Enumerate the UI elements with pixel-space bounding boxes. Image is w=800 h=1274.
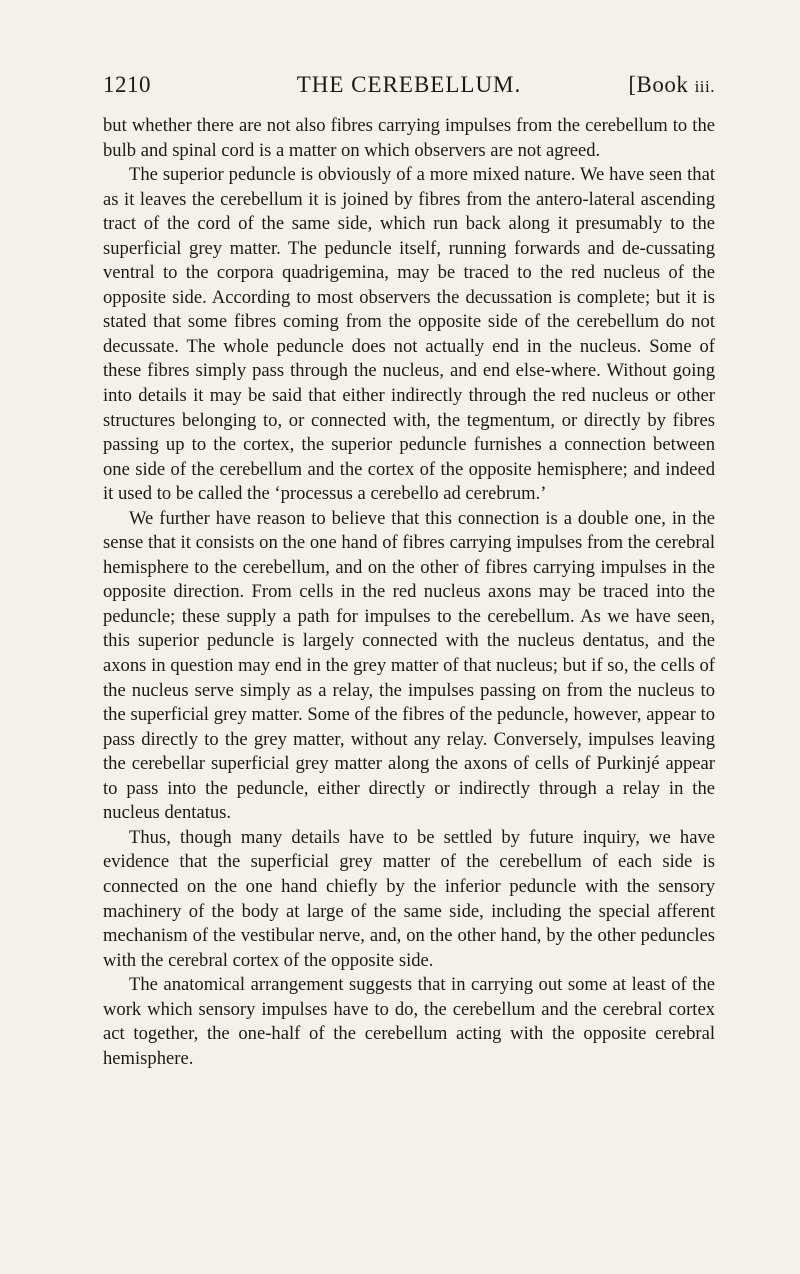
paragraph-anatomical-arrangement: The anatomical arrangement suggests that in carrying out some at least of the work which sensory impulses have to do, the cerebellum and the cerebral cortex act together, the one-half of the cerebellum acting with the opposite cerebral hemisphere. [103, 974, 715, 1069]
paragraph-continued: but whether there are not also fibres carrying impulses from the cerebellum to the bulb and spinal cord is a matter on which observers are not agreed. [103, 115, 715, 161]
paragraph-summary: Thus, though many details have to be settled by future inquiry, we have evidence that the superficial grey matter of the cerebellum of each side is connected on the one hand chiefly by the inferior peduncle with the sensory machinery of the body at large of the same side, including the special afferent mechanism of the vestibular nerve, and, on the other hand, by the other peduncles with the cerebral cortex of the opposite side. [103, 826, 715, 971]
paragraph-superior-peduncle: The superior peduncle is obviously of a more mixed nature. We have seen that as it leaves the cerebellum it is joined by fibres from the antero-lateral ascending tract of the cord of the same side, which run back along it presumably to the superficial grey matter. The peduncle itself, running forwards and de-cussating ventral to the corpora quadrigemina, may be traced to the red nucleus of the opposite side. According to most observers the decussation is complete; but it is stated that some fibres coming from the opposite side of the cerebellum do not decussate. The whole peduncle does not actually end in the nucleus. Some of these fibres simply pass through the nucleus, and end else-where. Without going into details it may be said that either indirectly through the red nucleus or other structures belonging to, or connected with, the tegmentum, or directly by fibres passing up to the cortex, the superior peduncle furnishes a connection between one side of the cerebellum and the cortex of the opposite hemisphere; and indeed it used to be called the ‘processus a cerebello ad cerebrum.’ [103, 164, 715, 505]
running-header [103, 72, 715, 108]
book-reference-number: iii. [694, 77, 715, 96]
book-reference [628, 72, 715, 98]
running-title: THE CEREBELLUM. [296, 72, 522, 97]
book-reference-label: [Book [628, 72, 695, 97]
body-text [103, 114, 715, 1071]
paragraph-double-connection: We further have reason to believe that this connection is a double one, in the sense that it consists on the one hand of fibres carrying impulses from the cerebral hemisphere to the cerebellum, and on the other of fibres carrying impulses in the opposite direction. From cells in the red nucleus axons may be traced into the peduncle; these supply a path for impulses to the cerebellum. As we have seen, this superior peduncle is largely connected with the nucleus dentatus, and the axons in question may end in the grey matter of that nucleus; but if so, the cells of the nucleus serve simply as a relay, the impulses passing on from the nucleus to the superficial grey matter. Some of the fibres of the peduncle, however, appear to pass directly to the grey matter, without any relay. Conversely, impulses leaving the cerebellar superficial grey matter along the axons of cells of Purkinjé appear to pass into the peduncle, either directly or indirectly through a relay in the nucleus dentatus. [103, 507, 715, 824]
page-number: 1210 [103, 72, 151, 97]
book-page [103, 72, 715, 1071]
